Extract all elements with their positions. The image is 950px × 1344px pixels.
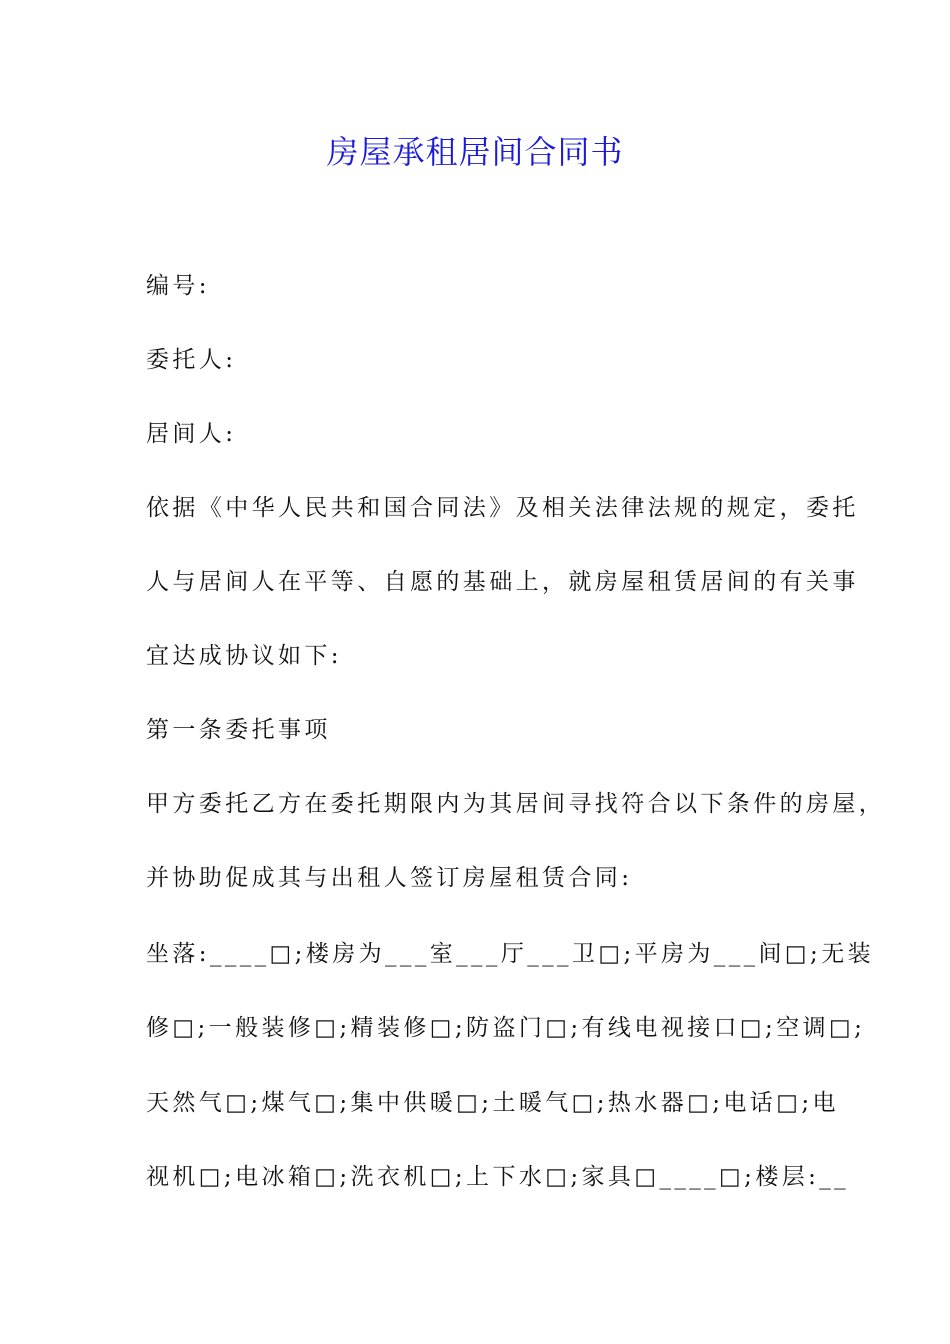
serial-number-label: 编号: — [146, 273, 210, 299]
article-1-heading: 第一条委托事项 — [146, 717, 331, 743]
house-conditions-line-4: 视机□;电冰箱□;洗衣机□;上下水□;家具□____□;楼层:__ — [146, 1164, 850, 1190]
house-conditions-line-2: 修□;一般装修□;精装修□;防盗门□;有线电视接口□;空调□; — [146, 1015, 866, 1041]
intermediary-label: 居间人: — [146, 421, 237, 447]
house-conditions-line-3: 天然气□;煤气□;集中供暖□;土暖气□;热水器□;电话□;电 — [146, 1090, 839, 1116]
preamble-line-1: 依据《中华人民共和国合同法》及相关法律法规的规定，委托 — [146, 495, 859, 521]
article-1-line-1: 甲方委托乙方在委托期限内为其居间寻找符合以下条件的房屋， — [146, 791, 886, 817]
preamble-line-2: 人与居间人在平等、自愿的基础上，就房屋租赁居间的有关事 — [146, 569, 859, 595]
preamble-line-3: 宜达成协议如下: — [146, 643, 342, 669]
client-label: 委托人: — [146, 347, 237, 373]
document-title: 房屋承租居间合同书 — [326, 133, 624, 171]
house-conditions-line-1: 坐落:____□;楼房为___室___厅___卫□;平房为___间□;无装 — [146, 941, 874, 967]
article-1-line-2: 并协助促成其与出租人签订房屋租赁合同: — [146, 865, 633, 891]
